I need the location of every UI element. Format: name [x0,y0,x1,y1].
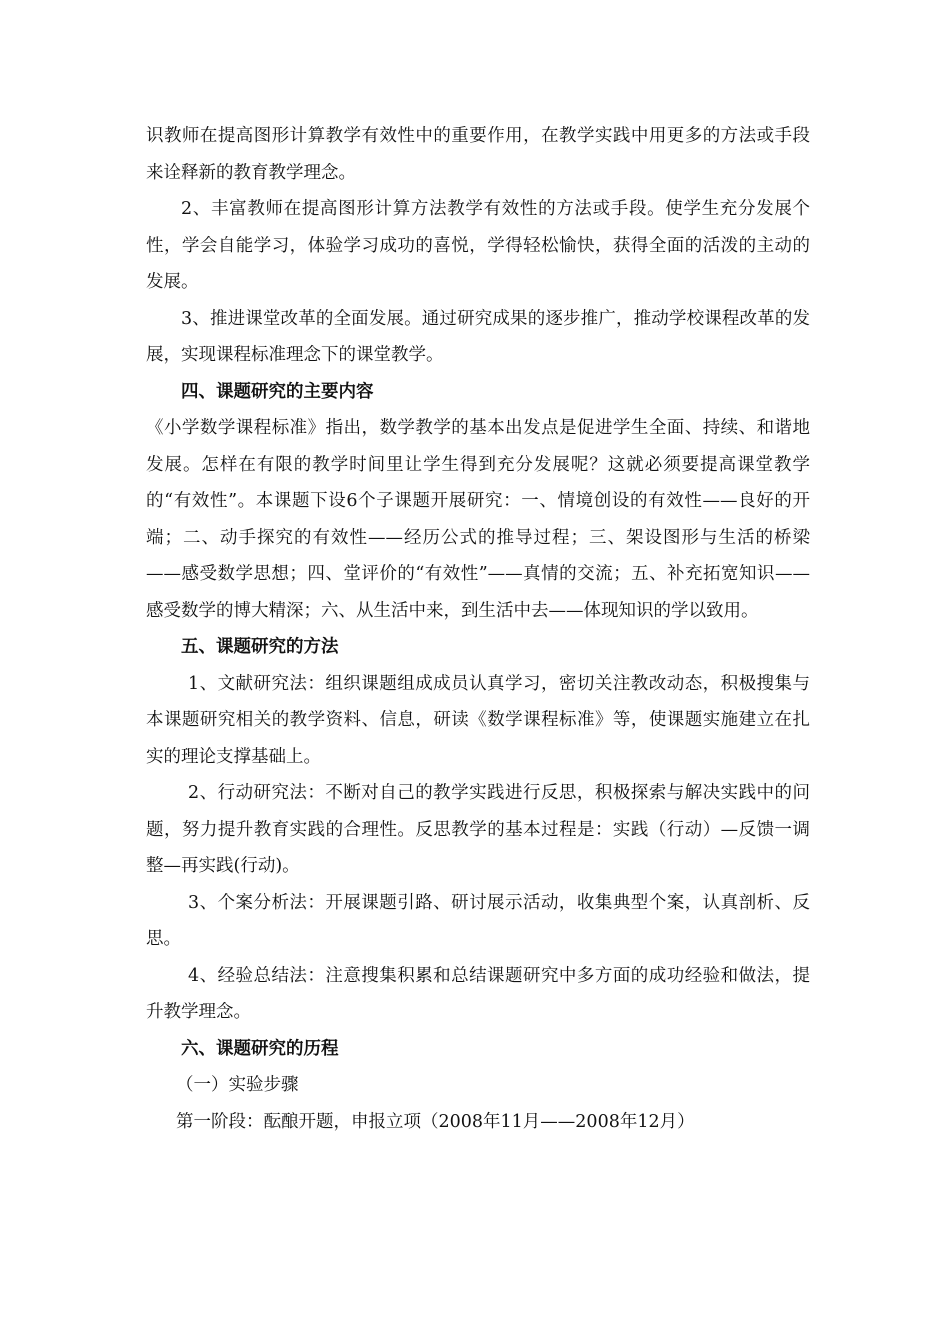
paragraph-goal-2: 2、丰富教师在提高图形计算方法教学有效性的方法或手段。使学生充分发展个性，学会自能学习，体验学习成功的喜悦，学得轻松愉快，获得全面的活泼的主动的发展。 [146,199,810,292]
paragraph-goal-3: 3、推进课堂改革的全面发展。通过研究成果的逐步推广，推动学校课程改革的发展，实现课程标准理念下的课堂教学。 [146,308,810,365]
paragraph-experiment-steps: （一）实验步骤 [176,1075,299,1095]
paragraph-method-case: 3、个案分析法：开展课题引路、研讨展示活动，收集典型个案，认真剖析、反思。 [146,892,810,949]
document-page [146,118,810,1140]
paragraph-method-experience: 4、经验总结法：注意搜集积累和总结课题研究中多方面的成功经验和做法，提升教学理念。 [146,965,810,1022]
heading-research-methods: 五、课题研究的方法 [181,637,339,657]
paragraph-main-content: 《小学数学课程标准》指出，数学教学的基本出发点是促进学生全面、持续、和谐地发展。怎样在有限的教学时间里让学生得到充分发展呢？这就必须要提高课堂教学的“有效性”。本课题下设6个子课题开展研究：一、情境创设的有效性——良好的开端；二、动手探究的有效性——经历公式的推导过程；三、架设图形与生活的桥梁——感受数学思想；四、堂评价的“有效性”——真情的交流；五、补充拓宽知识——感受数学的博大精深；六、从生活中来，到生活中去——体现知识的学以致用。 [146,418,810,621]
paragraph-method-action: 2、行动研究法：不断对自己的教学实践进行反思，积极探索与解决实践中的问题，努力提升教育实践的合理性。反思教学的基本过程是：实践（行动）—反馈一调整—再实践(行动)。 [146,783,810,876]
heading-main-content: 四、课题研究的主要内容 [181,381,374,402]
paragraph-research-significance-cont: 识教师在提高图形计算教学有效性中的重要作用，在教学实践中用更多的方法或手段来诠释新的教育教学理念。 [146,126,810,183]
paragraph-method-literature: 1、文献研究法：组织课题组成成员认真学习，密切关注教改动态，积极搜集与本课题研究相关的教学资料、信息，研读《数学课程标准》等，使课题实施建立在扎实的理论支撑基础上。 [146,673,810,767]
heading-research-process: 六、课题研究的历程 [181,1038,339,1059]
paragraph-phase-one: 第一阶段：酝酿开题，申报立项（2008年11月——2008年12月） [176,1111,695,1132]
